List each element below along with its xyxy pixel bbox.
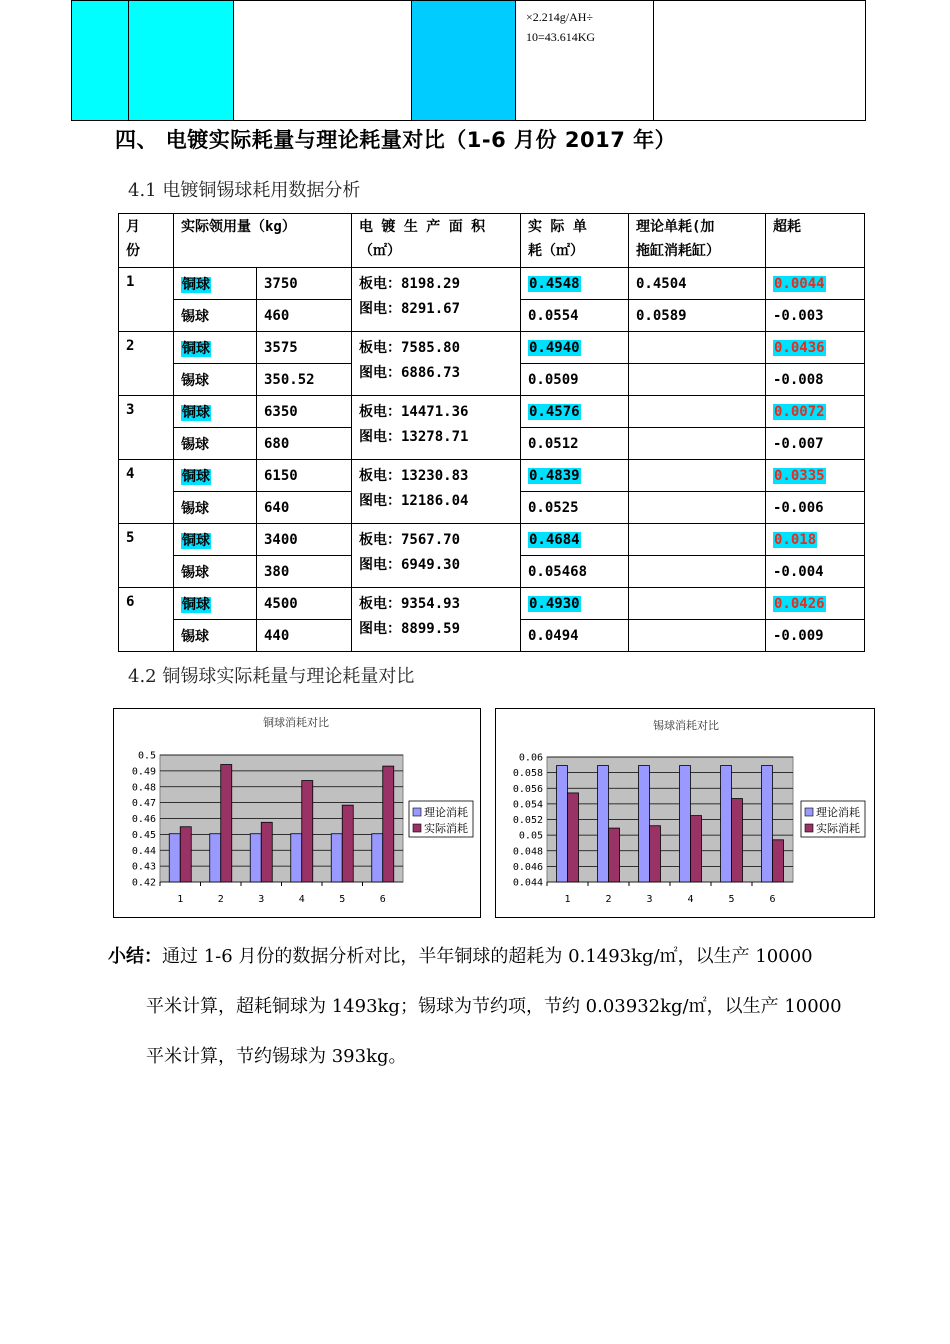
- unit-cell: 0.05468: [521, 556, 629, 588]
- over-cell: [766, 332, 865, 364]
- unit-value: 0.4940: [529, 339, 580, 356]
- material-cell: 锡球: [174, 364, 257, 396]
- over-cell: -0.003: [766, 300, 865, 332]
- over-value: 0.0426: [774, 595, 825, 612]
- unit-cell: [521, 332, 629, 364]
- theory-bar: [721, 766, 732, 882]
- actual-bar: [609, 828, 620, 882]
- unit-value: 0.4548: [529, 275, 580, 292]
- qty-cell: 3575: [257, 332, 352, 364]
- x-tick-label: 4: [298, 894, 305, 905]
- y-tick-label: 0.06: [518, 752, 543, 764]
- over-value: 0.0044: [774, 275, 825, 292]
- y-tick-label: 0.46: [131, 814, 156, 825]
- board-area: 板电：14471.36: [359, 404, 469, 420]
- header-over: [766, 214, 865, 268]
- area-cell: [352, 396, 521, 460]
- tin-chart-svg: [496, 709, 874, 917]
- y-tick-label: 0.43: [131, 861, 156, 873]
- material-label: 铜球: [182, 532, 210, 549]
- y-tick-label: 0.49: [131, 766, 156, 778]
- x-tick-label: 5: [728, 894, 735, 905]
- month-cell: 6: [119, 588, 174, 652]
- table-row: [119, 396, 865, 428]
- y-tick-label: 0.5: [137, 750, 156, 762]
- formula-line: 10=43.614KG: [526, 30, 596, 44]
- y-tick-label: 0.05: [518, 830, 543, 842]
- theory-bar: [331, 834, 342, 882]
- consumption-table: [118, 213, 865, 652]
- unit-value: 0.4576: [529, 403, 580, 420]
- x-tick-label: 5: [339, 894, 346, 905]
- theory-cell: [629, 460, 766, 492]
- header-text: 超耗: [773, 219, 801, 235]
- header-month: [119, 214, 174, 268]
- y-tick-label: 0.42: [131, 877, 156, 889]
- actual-bar: [773, 840, 784, 882]
- header-text: （㎡）: [359, 243, 401, 259]
- blank-cell: [234, 1, 412, 121]
- material-cell: 锡球: [174, 620, 257, 652]
- unit-cell: 0.0494: [521, 620, 629, 652]
- y-tick-label: 0.056: [512, 783, 543, 795]
- y-tick-label: 0.054: [512, 799, 543, 811]
- unit-cell: 0.0554: [521, 300, 629, 332]
- actual-bar: [302, 781, 313, 882]
- summary-line: 平米计算，超耗铜球为 1493kg；锡球为节约项，节约 0.03932kg/㎡，以生产 10000: [146, 996, 842, 1017]
- theory-bar: [372, 834, 383, 882]
- actual-bar: [650, 826, 661, 882]
- month-cell: 5: [119, 524, 174, 588]
- legend-label: 实际消耗: [816, 822, 860, 835]
- board-area: 板电：7567.70: [359, 532, 461, 548]
- actual-bar: [568, 793, 579, 882]
- month-cell: 3: [119, 396, 174, 460]
- unit-value: 0.4839: [529, 467, 580, 484]
- y-tick-label: 0.048: [512, 846, 543, 858]
- month-cell: 1: [119, 268, 174, 332]
- over-cell: -0.009: [766, 620, 865, 652]
- over-value: 0.018: [774, 531, 817, 548]
- y-tick-label: 0.044: [512, 877, 543, 889]
- x-tick-label: 2: [217, 894, 224, 905]
- unit-value: 0.4930: [529, 595, 580, 612]
- material-label: 铜球: [182, 468, 210, 485]
- actual-bar: [221, 765, 232, 882]
- legend-label: 实际消耗: [424, 822, 468, 835]
- x-tick-label: 2: [605, 894, 612, 905]
- x-tick-label: 1: [177, 894, 184, 905]
- month-cell: 4: [119, 460, 174, 524]
- qty-cell: 3400: [257, 524, 352, 556]
- header-text: 实 际 单: [528, 219, 587, 235]
- qty-cell: 640: [257, 492, 352, 524]
- legend-swatch: [413, 824, 421, 832]
- chart-title: 铜球消耗对比: [263, 716, 329, 729]
- pattern-area: 图电：8899.59: [359, 621, 461, 637]
- formula-cell: [516, 1, 654, 121]
- unit-cell: [521, 396, 629, 428]
- area-cell: [352, 332, 521, 396]
- unit-cell: 0.0509: [521, 364, 629, 396]
- y-tick-label: 0.046: [512, 861, 543, 873]
- material-label: 铜球: [182, 404, 210, 421]
- theory-cell: [629, 620, 766, 652]
- table-row: [119, 460, 865, 492]
- actual-bar: [180, 827, 191, 882]
- legend-swatch: [805, 808, 813, 816]
- legend-swatch: [413, 808, 421, 816]
- y-tick-label: 0.058: [512, 768, 543, 780]
- header-actual-usage: [174, 214, 352, 268]
- header-unit: [521, 214, 629, 268]
- unit-cell: [521, 588, 629, 620]
- board-area: 板电：9354.93: [359, 596, 461, 612]
- theory-bar: [680, 766, 691, 882]
- table-row: [119, 588, 865, 620]
- theory-cell: [629, 492, 766, 524]
- x-tick-label: 6: [769, 894, 776, 905]
- qty-cell: 350.52: [257, 364, 352, 396]
- section-title: 四、 电镀实际耗量与理论耗量对比（1-6 月份 2017 年）: [115, 128, 677, 152]
- legend-swatch: [805, 824, 813, 832]
- actual-bar: [732, 799, 743, 882]
- over-cell: [766, 460, 865, 492]
- x-tick-label: 4: [687, 894, 694, 905]
- theory-bar: [250, 834, 261, 882]
- actual-bar: [261, 822, 272, 882]
- over-value: 0.0335: [774, 467, 825, 484]
- qty-cell: 460: [257, 300, 352, 332]
- material-cell: [174, 588, 257, 620]
- table-row: [119, 524, 865, 556]
- theory-bar: [598, 766, 609, 882]
- header-area: [352, 214, 521, 268]
- material-cell: [174, 524, 257, 556]
- header-text: 实际领用量（kg）: [181, 219, 296, 235]
- legend-label: 理论消耗: [424, 806, 468, 819]
- theory-cell: [629, 396, 766, 428]
- area-cell: [352, 460, 521, 524]
- header-text: 耗（㎡）: [528, 243, 584, 259]
- subsection-title: 4.2 铜锡球实际耗量与理论耗量对比: [128, 666, 415, 687]
- board-area: 板电：8198.29: [359, 276, 461, 292]
- copper-chart-svg: [114, 709, 480, 917]
- pattern-area: 图电：12186.04: [359, 493, 469, 509]
- cyan-cell: [129, 1, 234, 121]
- header-text: 电 镀 生 产 面 积: [359, 219, 486, 235]
- y-tick-label: 0.45: [131, 829, 156, 841]
- material-cell: 锡球: [174, 300, 257, 332]
- unit-cell: [521, 268, 629, 300]
- table-row: [119, 332, 865, 364]
- material-label: 铜球: [182, 276, 210, 293]
- theory-cell: [629, 364, 766, 396]
- material-label: 铜球: [182, 596, 210, 613]
- pattern-area: 图电：6886.73: [359, 365, 461, 381]
- header-text: 月: [126, 219, 140, 235]
- qty-cell: 4500: [257, 588, 352, 620]
- previous-table-fragment: [71, 0, 866, 121]
- over-cell: -0.007: [766, 428, 865, 460]
- qty-cell: 6150: [257, 460, 352, 492]
- board-area: 板电：13230.83: [359, 468, 469, 484]
- theory-bar: [639, 766, 650, 882]
- actual-bar: [383, 766, 394, 882]
- header-text: 理论单耗(加: [636, 219, 715, 235]
- over-value: 0.0436: [774, 339, 825, 356]
- theory-cell: 0.0589: [629, 300, 766, 332]
- theory-bar: [169, 834, 180, 882]
- unit-cell: [521, 524, 629, 556]
- table-header-row: [119, 214, 865, 268]
- y-tick-label: 0.47: [131, 798, 156, 810]
- summary-text: 通过 1-6 月份的数据分析对比，半年铜球的超耗为 0.1493kg/㎡，以生产 10000: [162, 946, 813, 967]
- month-cell: 2: [119, 332, 174, 396]
- theory-bar: [762, 766, 773, 882]
- summary-label: 小结：: [108, 946, 162, 967]
- copper-chart: [113, 708, 481, 918]
- formula-line: ×2.214g/AH÷: [526, 10, 594, 24]
- material-label: 铜球: [182, 340, 210, 357]
- summary: [108, 932, 938, 1082]
- blue-cell: [412, 1, 516, 121]
- qty-cell: 440: [257, 620, 352, 652]
- table-row: [119, 268, 865, 300]
- x-tick-label: 6: [379, 894, 386, 905]
- x-tick-label: 1: [564, 894, 571, 905]
- material-cell: 锡球: [174, 556, 257, 588]
- legend-label: 理论消耗: [816, 806, 860, 819]
- material-cell: [174, 268, 257, 300]
- material-cell: 锡球: [174, 428, 257, 460]
- theory-cell: [629, 556, 766, 588]
- area-cell: [352, 588, 521, 652]
- theory-cell: 0.4504: [629, 268, 766, 300]
- header-text: 拖缸消耗缸）: [636, 243, 720, 259]
- y-tick-label: 0.48: [131, 782, 156, 794]
- over-cell: [766, 524, 865, 556]
- qty-cell: 3750: [257, 268, 352, 300]
- qty-cell: 680: [257, 428, 352, 460]
- theory-cell: [629, 524, 766, 556]
- header-theory: [629, 214, 766, 268]
- x-tick-label: 3: [646, 894, 653, 905]
- theory-bar: [557, 766, 568, 882]
- actual-bar: [342, 805, 353, 882]
- unit-value: 0.4684: [529, 531, 580, 548]
- theory-cell: [629, 332, 766, 364]
- x-tick-label: 3: [258, 894, 265, 905]
- over-value: 0.0072: [774, 403, 825, 420]
- theory-cell: [629, 588, 766, 620]
- theory-cell: [629, 428, 766, 460]
- actual-bar: [691, 816, 702, 882]
- header-text: 份: [126, 243, 140, 259]
- y-tick-label: 0.052: [512, 815, 543, 826]
- over-cell: -0.006: [766, 492, 865, 524]
- subsection-title: 4.1 电镀铜锡球耗用数据分析: [128, 180, 361, 201]
- over-cell: -0.008: [766, 364, 865, 396]
- material-cell: [174, 332, 257, 364]
- board-area: 板电：7585.80: [359, 340, 461, 356]
- unit-cell: 0.0525: [521, 492, 629, 524]
- summary-line: 平米计算，节约锡球为 393kg。: [146, 1046, 407, 1067]
- summary-line: [108, 932, 938, 982]
- chart-title: 锡球消耗对比: [653, 719, 719, 732]
- over-cell: [766, 588, 865, 620]
- qty-cell: 6350: [257, 396, 352, 428]
- unit-cell: 0.0512: [521, 428, 629, 460]
- pattern-area: 图电：8291.67: [359, 301, 461, 317]
- cyan-cell: [72, 1, 129, 121]
- unit-cell: [521, 460, 629, 492]
- material-cell: [174, 396, 257, 428]
- pattern-area: 图电：13278.71: [359, 429, 469, 445]
- over-cell: -0.004: [766, 556, 865, 588]
- qty-cell: 380: [257, 556, 352, 588]
- pattern-area: 图电：6949.30: [359, 557, 461, 573]
- area-cell: [352, 524, 521, 588]
- tin-chart: [495, 708, 875, 918]
- material-cell: [174, 460, 257, 492]
- over-cell: [766, 268, 865, 300]
- blank-cell: [654, 1, 866, 121]
- over-cell: [766, 396, 865, 428]
- material-cell: 锡球: [174, 492, 257, 524]
- theory-bar: [210, 834, 221, 882]
- area-cell: [352, 268, 521, 332]
- theory-bar: [291, 834, 302, 882]
- y-tick-label: 0.44: [131, 845, 156, 857]
